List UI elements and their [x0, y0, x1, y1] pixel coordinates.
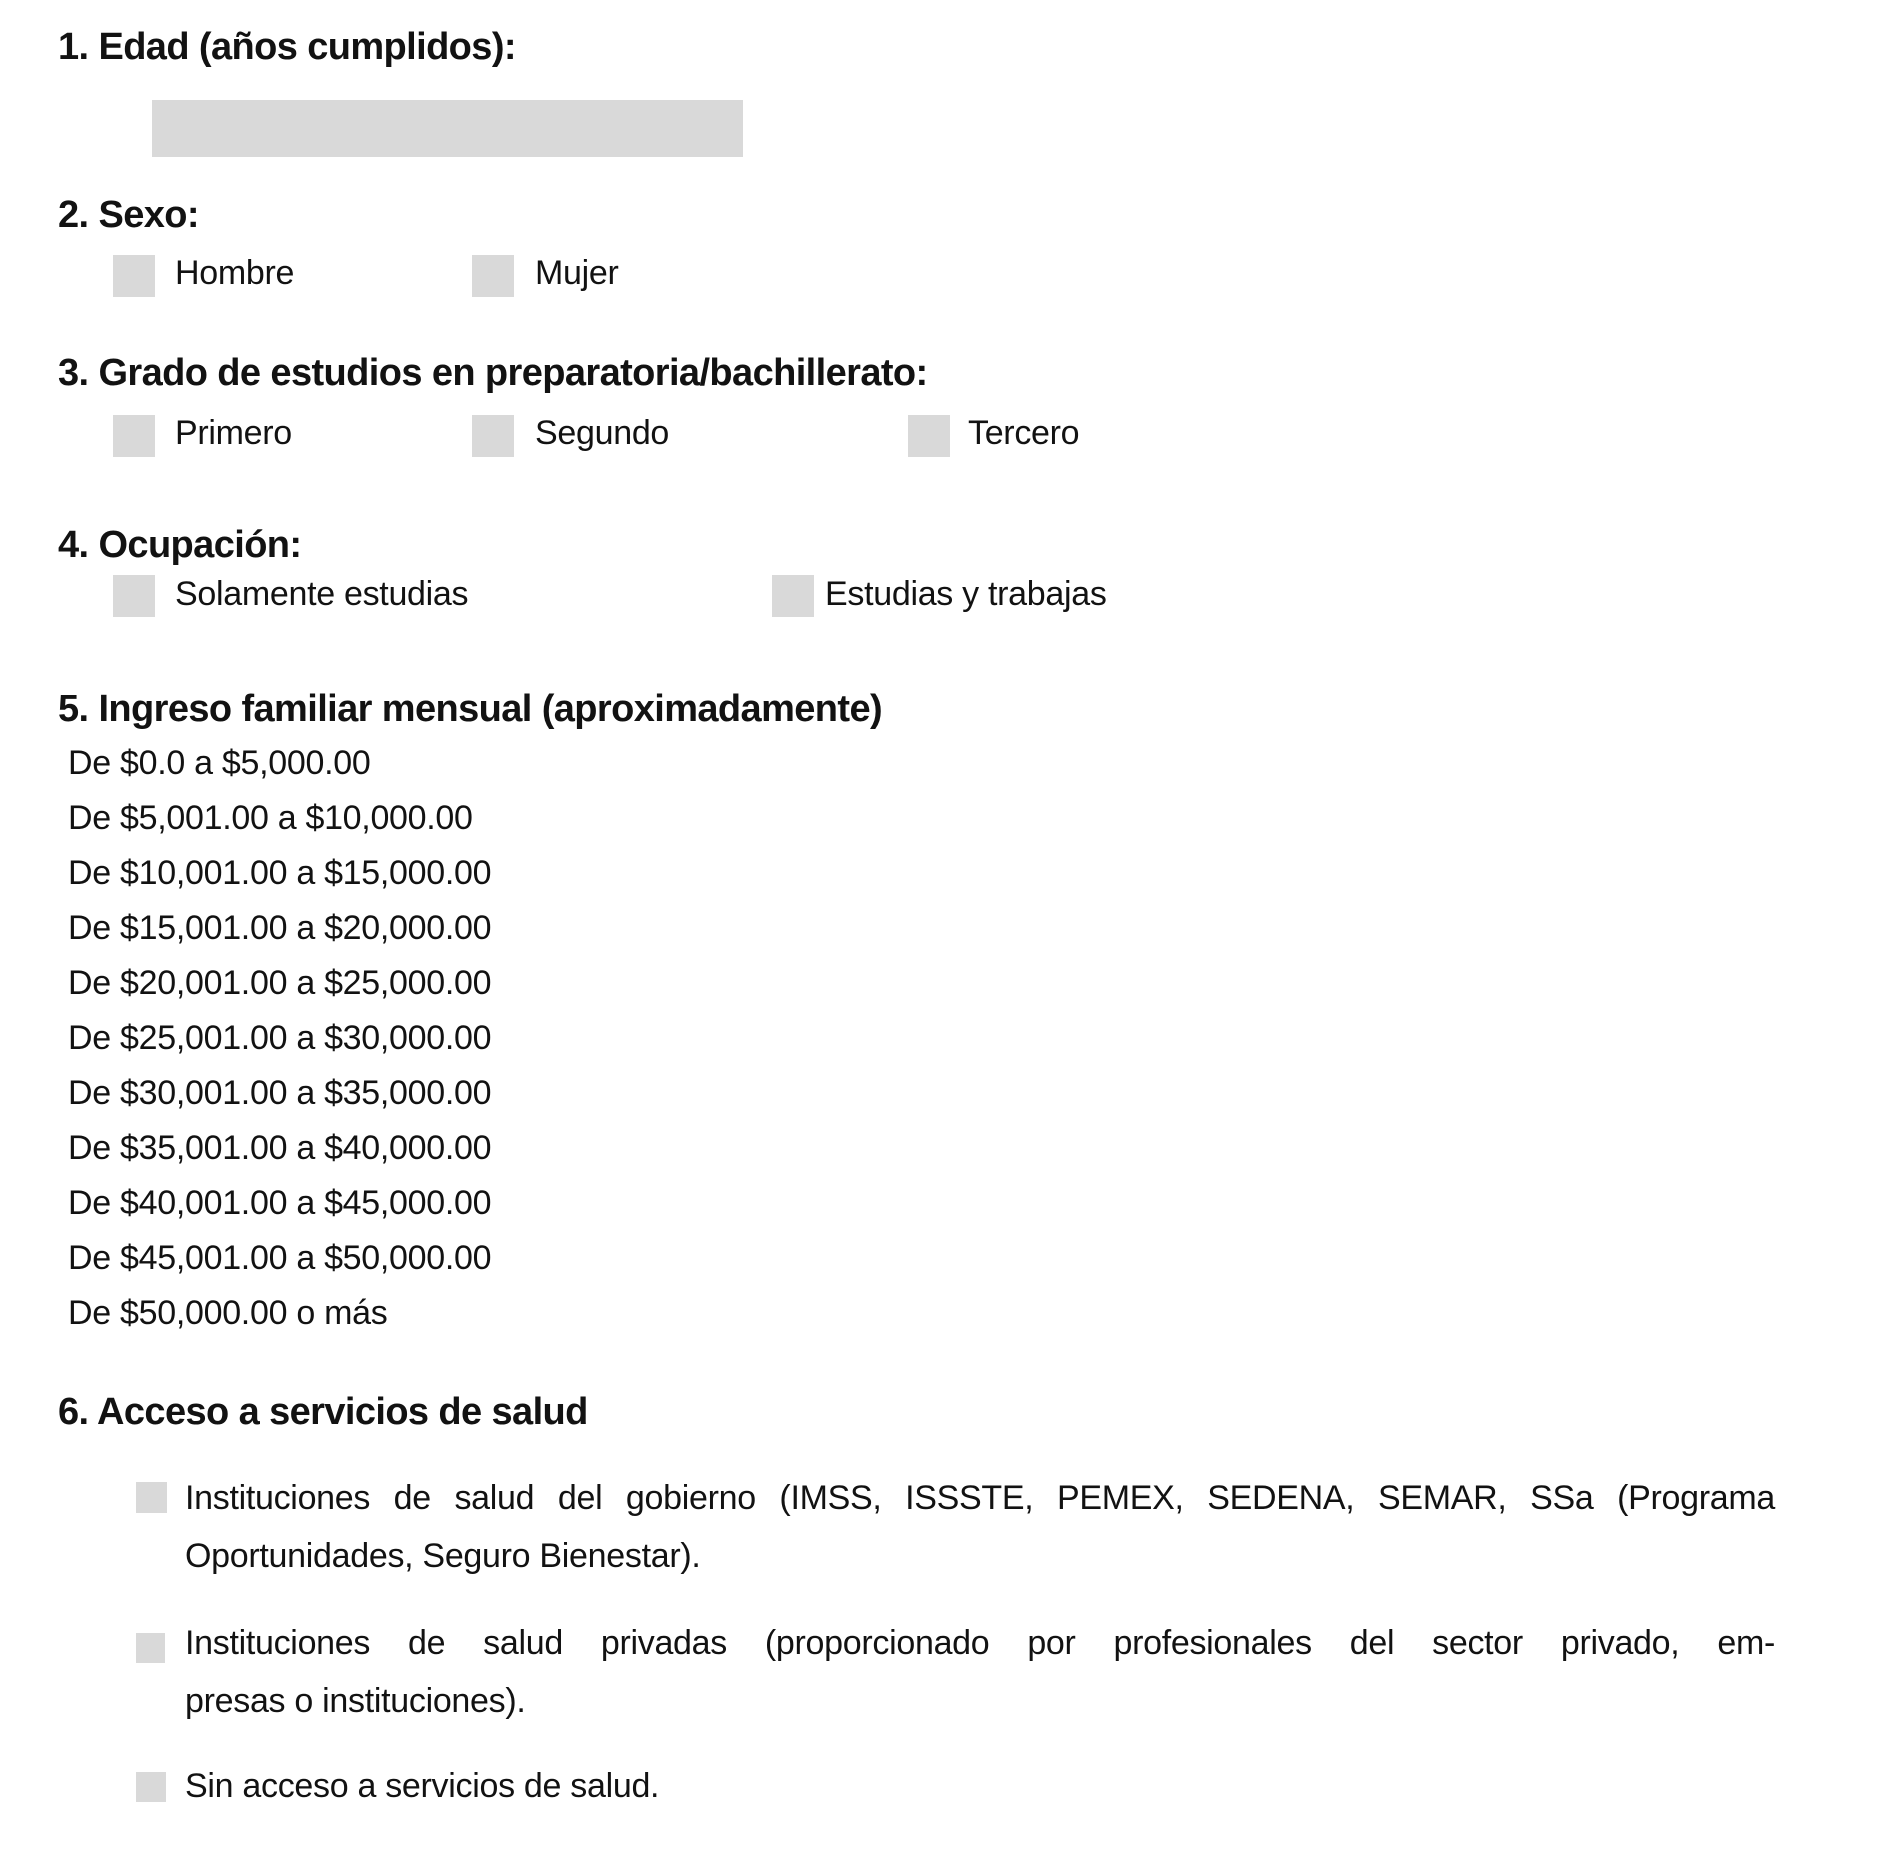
- option-sin-acceso-line-1: Sin acceso a servicios de salud.: [185, 1767, 660, 1805]
- checkbox-estudias-y-trabajas[interactable]: [772, 575, 814, 617]
- option-label-estudias-y-trabajas: Estudias y trabajas: [825, 575, 1107, 613]
- income-option[interactable]: De $40,001.00 a $45,000.00: [68, 1184, 492, 1222]
- income-option[interactable]: De $45,001.00 a $50,000.00: [68, 1239, 492, 1277]
- checkbox-salud-privada[interactable]: [136, 1633, 165, 1663]
- question-2-label: 2. Sexo:: [58, 194, 199, 236]
- income-option[interactable]: De $10,001.00 a $15,000.00: [68, 854, 492, 892]
- question-3-label: 3. Grado de estudios en preparatoria/bachillerato:: [58, 352, 928, 394]
- option-salud-gobierno-line-2: Oportunidades, Seguro Bienestar).: [185, 1537, 701, 1575]
- income-option[interactable]: De $50,000.00 o más: [68, 1294, 388, 1332]
- option-label-mujer: Mujer: [535, 254, 619, 292]
- checkbox-mujer[interactable]: [472, 255, 514, 297]
- income-option[interactable]: De $0.0 a $5,000.00: [68, 744, 371, 782]
- question-4-label: 4. Ocupación:: [58, 524, 302, 566]
- income-option[interactable]: De $20,001.00 a $25,000.00: [68, 964, 492, 1002]
- option-salud-gobierno-line-1: Instituciones de salud del gobierno (IMSS, ISSSTE, PEMEX, SEDENA, SEMAR, SSa (Programa: [185, 1479, 1775, 1517]
- income-option[interactable]: De $30,001.00 a $35,000.00: [68, 1074, 492, 1112]
- option-salud-privada-line-1: Instituciones de salud privadas (proporcionado por profesionales del sector privado, em-: [185, 1624, 1775, 1662]
- question-6-label: 6. Acceso a servicios de salud: [58, 1391, 588, 1433]
- option-label-primero: Primero: [175, 414, 292, 452]
- question-1-label: 1. Edad (años cumplidos):: [58, 26, 516, 68]
- question-5-label: 5. Ingreso familiar mensual (aproximadamente): [58, 688, 883, 730]
- checkbox-sin-acceso[interactable]: [136, 1772, 166, 1802]
- age-input[interactable]: [152, 100, 743, 157]
- option-label-hombre: Hombre: [175, 254, 295, 292]
- income-option[interactable]: De $5,001.00 a $10,000.00: [68, 799, 473, 837]
- option-label-segundo: Segundo: [535, 414, 670, 452]
- checkbox-solamente-estudias[interactable]: [113, 575, 155, 617]
- income-options-list: [68, 736, 491, 1341]
- checkbox-hombre[interactable]: [113, 255, 155, 297]
- option-label-solamente-estudias: Solamente estudias: [175, 575, 469, 613]
- income-option[interactable]: De $25,001.00 a $30,000.00: [68, 1019, 492, 1057]
- income-option[interactable]: De $35,001.00 a $40,000.00: [68, 1129, 492, 1167]
- option-salud-privada-line-2: presas o instituciones).: [185, 1682, 526, 1720]
- checkbox-salud-gobierno[interactable]: [136, 1482, 167, 1513]
- checkbox-segundo[interactable]: [472, 415, 514, 457]
- option-label-tercero: Tercero: [968, 414, 1080, 452]
- income-option[interactable]: De $15,001.00 a $20,000.00: [68, 909, 492, 947]
- checkbox-primero[interactable]: [113, 415, 155, 457]
- checkbox-tercero[interactable]: [908, 415, 950, 457]
